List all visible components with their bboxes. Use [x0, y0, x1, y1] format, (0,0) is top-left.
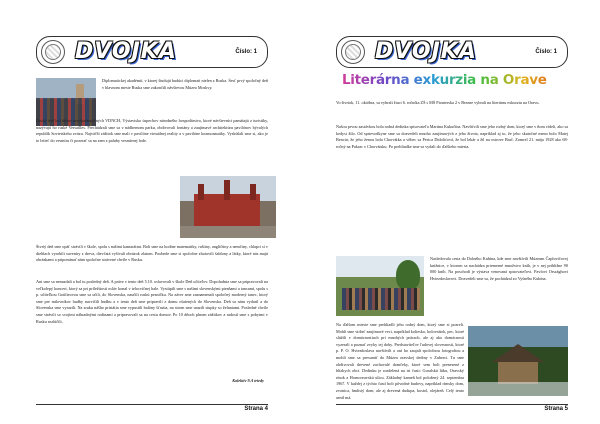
article-paragraph: Našou prvou zastávkou bola rodná dedinka spisovateľa Martina Kukučína. Navštívili sme jeho rodný dom, ktorý sme v ňom videli, ako sa kedysi žilo. Od sprievodkyne sme sa dozvedeli mnoho zaujímavých z jeho života, napríklad aj to, že jeho skutočné meno bolo Matej Bencúr, že jeho ženou bola Chorvátka a vôbec sa Perica Didolićová, že bol lekár a žil na ostrove Brač. Zomrel 21. mája 1928 ako 68-ročný na Pakrac v Chorvátsku. Po prehliadke sme sa vydali do ďalšieho miesta. [336, 124, 568, 149]
article-paragraph: Štvrtý deň sme opäť strávili v škole, spolu s našimi kamarátmi. Boli sme na hodine matematiky, ruštiny, angličtiny a nemčiny, chlapci si v dielňach vyrobili suveníry z dreva, dievčatá vyšívali obrázok zlatom. Poobede sme si spoločne zhotovili šablony a látky, ktoré nás majú obrázkami a pripomínať nám spoločne strávené chvíle v Rusku. [36, 244, 268, 263]
issue-number: Číslo: 1 [235, 49, 257, 55]
article-paragraph: Na ďalšom mieste sme prehliadli jeho rodný dom, ktorý sme si pozreli. Mohli sme vidieť zaujímavé veci, napríklad koliesko, kolovrátok, pec, ktoré slúžili v domácnostiach pri mnohých prácach, ale aj ako domácnosti vyzerali a poznať zvyky tej doby. Predstaviteľov ľudovej slovesnosti, ktoré p. P. O. Hviezdoslava navštívili a oni ho zaujali spoločnou fotografiou a mohli sme sa presunúť do Múzea oravskej dediny v Zuberci. Tu sme obdivovali drevené zachovalé domčeky, ktoré sem boli prenesené z blízkych obcí. Dedinku je rozdelená na tri časti: Goralskú lúku, Oravský rínok a Hornooravskú ulicu. Základný kameň bol položený 24. septembra 1967. V každej z týchto častí boli pôvodné budovy, napríklad rímsky dom, zvonica, hmlistý dom, ale aj drevená dudupa, kostol, olejáreň. Celý tento areál má. [336, 322, 464, 400]
article-paragraph: Nasledovala cesta do Dolného Kubína, kde sme navštívili Múzeum Čaplovičovej knižnice, v ktorom sa nachádza priemerné množstvo kníh, je v nej približne 90 000 kníh. Na poschodí je výstava venovaná spisovateľovi. Pavlovi Országhovi Hviezdoslavovi. Dozvedeli sme sa, že pochádzal zo Vyšného Kubína. [430, 256, 568, 281]
magazine-logo: DVOJKA [375, 39, 477, 64]
footer-rule [336, 404, 568, 405]
article-paragraph: Ani sme sa nenazdali a bol tu posledný deň. A práve v tento deň 5.10. oslavovali v škole Deň učiteľov. Dopoludnia sme sa pripravovali na veľkolepý koncert, ktorý sa pri príležitosti osláv konal v telocvičnej hale. Vystúpili sme s našimi slovenskými piesňami a tancami, spolu s p. učiteľkou Gottlieovou sme sa učili, do Slovenska, naučili ruskú pesničku. Na záver sme zaznamenali spoločný moderný tanec, ktorý sme pre milovníkov hudby nacvičili hudbu a v tento deň sme pripravili z domu ošatených do Slovenska. Deň sa nám vydaril a do Slovenska sme vyrazili. Na zraku nášho pristátia sme vypustili balóny šťastia, na strom sme urazili stupky so želaniami. Posledné chvíle sme strávili so svojimi náhradnými rodinami a pripravovali sa na cestu domov. Po 10 dňoch plnom zážitkov a radostí sme s pobytmi v Rusku rozlúčili. [36, 279, 268, 324]
page-number: Strana 4 [244, 406, 268, 412]
article-paragraph: Vo štvrtok, 11. októbra, sa vybrali žiaci 6. ročníka ZŠ s MŠ Pionierska 2 v Brezne vybrali na literárnu exkurziu na Oravu. [336, 100, 540, 105]
article-paragraph: Diplomatickej akadémii, v ktorej študujú budúci diplomati nielen z Ruska. Šesť prvý spoločný deň v hlavnom meste Ruska sme zakončili návštevou Múzea Moskvy. [102, 78, 268, 90]
header [36, 36, 268, 68]
header [336, 36, 568, 68]
article-paragraph: Druhý deň bol dňom nezabudnuteľných VDNCH, Výstavisko úspechov národného hospodárstva, ktoré návštevníci pamätajú z turistiky, nazývajú ho ruské Versailles. Prechádzali sme sa v nádhernom parku, obdivovali fontány a zaujímavé architektúru pavilónov bývalých republík Sovietskeho zväzu. Najväčší zážitok sme mali v pavilóne virtuálnej reality a v pavilóne kozmonautiky. Vyskúšali sme si, ako je to letieť do vesmíru či pozerať sa na zem z paluby vesmírnej lode. [36, 118, 268, 143]
red-square-photo [180, 176, 276, 238]
page-number: Strana 5 [544, 406, 568, 412]
footer-rule [36, 404, 268, 405]
page-right [300, 0, 600, 424]
issue-number: Číslo: 1 [535, 49, 557, 55]
article-signature: Kolektív 9.A triedy [232, 378, 264, 383]
excursion-group-photo [336, 256, 424, 316]
school-emblem-icon [41, 40, 65, 64]
school-emblem-icon [341, 40, 365, 64]
magazine-logo: DVOJKA [75, 39, 177, 64]
article-paragraph-cont [36, 176, 174, 238]
wooden-house-photo [468, 326, 568, 396]
article-title: Literárna exkurzia na Orave [342, 72, 568, 94]
